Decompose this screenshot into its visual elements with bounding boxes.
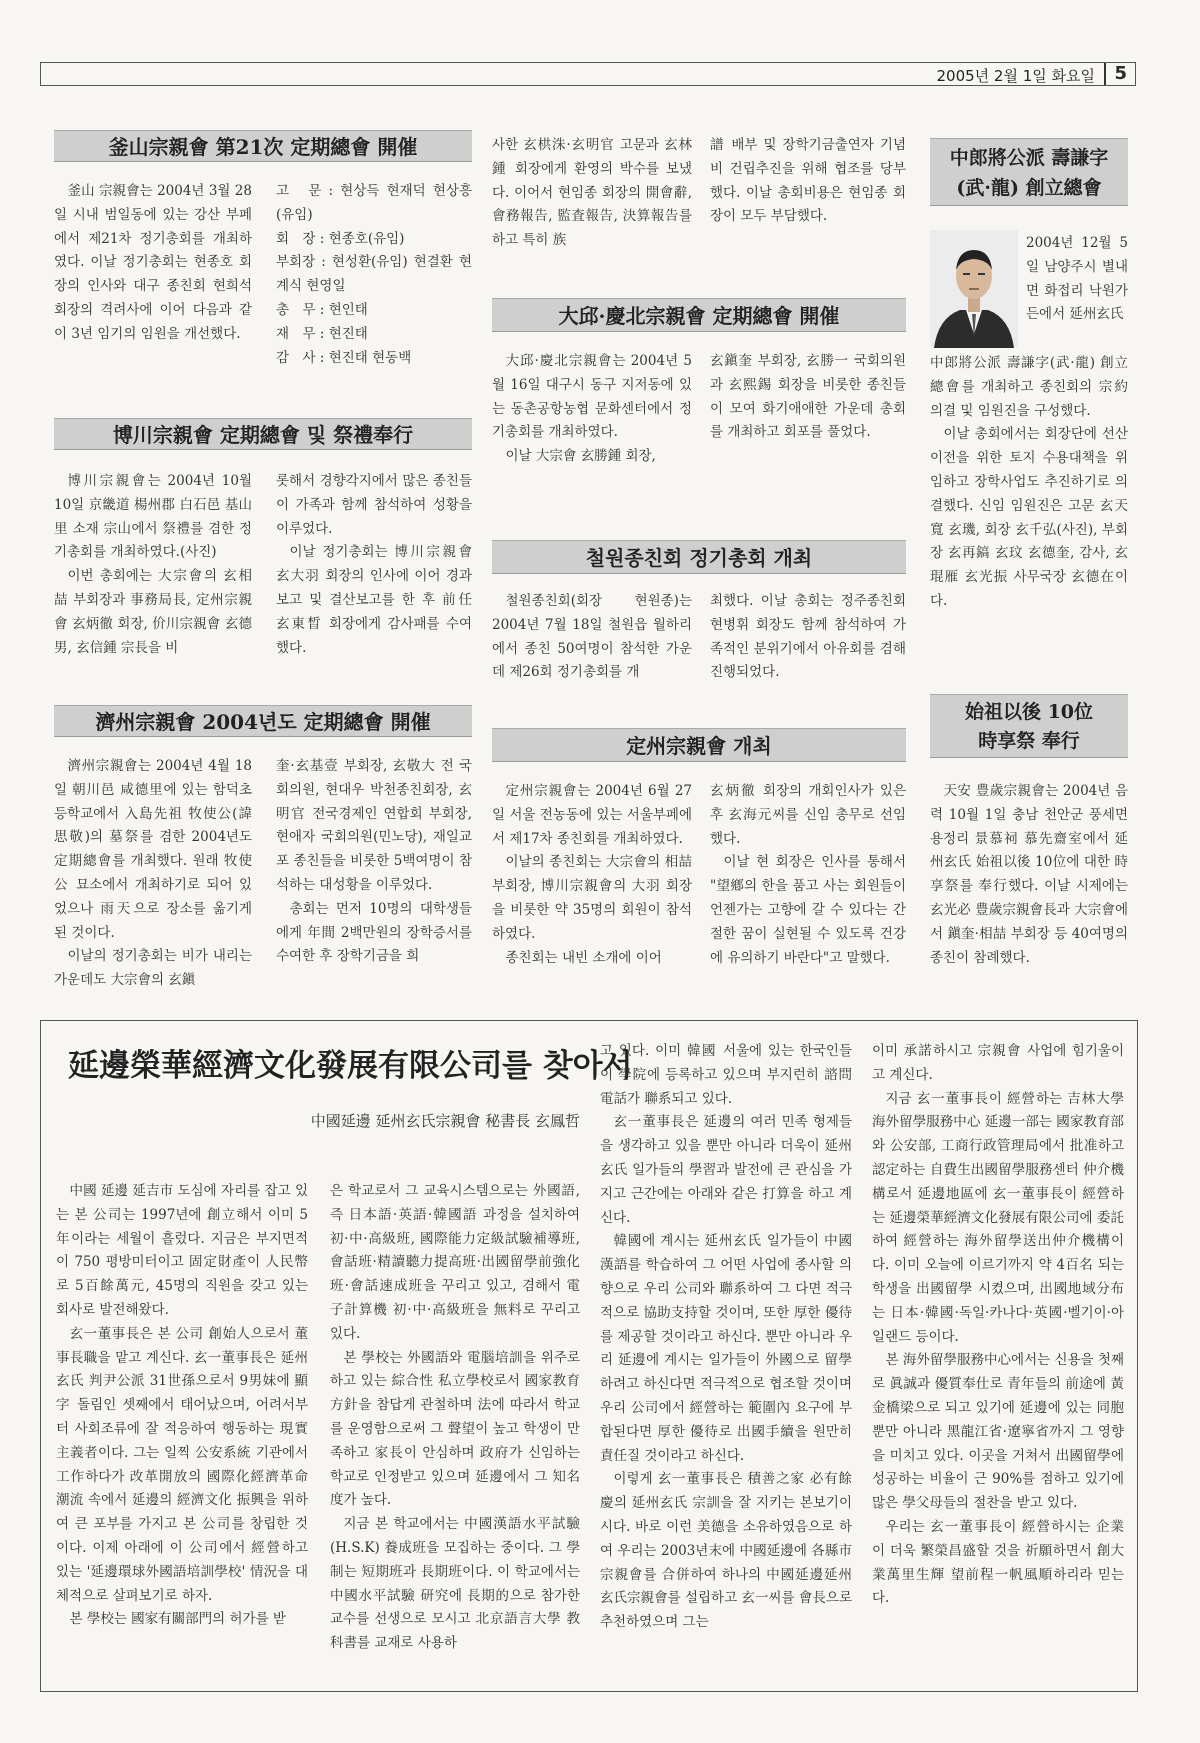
continuation-text: 사한 玄栱洙·玄明官 고문과 玄林鍾 회장에게 환영의 박수를 보냈다. 이어서 현임종 회장의 開會辭, 會務報告, 監査報告, 決算報告를 하고 특히 族 [492,137,692,249]
jeju-col1 [54,755,252,995]
bochon-para: 博川宗親會는 2004년 10월 10일 京畿道 楊州郡 白石邑 基山里 소재 宗山에서 祭禮를 겸한 정기총회를 개최하였다.(사진) [54,473,252,561]
busan-col1-text: 釜山 宗親會는 2004년 3월 28일 시내 범일동에 있는 강산 부페에서 제21차 정기총회를 개최하였다. 이날 정기총회는 현종호 회장의 인사와 대구 종친회 현희석 회장의 격려사에 이어 다음과 같이 3년 임기의 임원을 개선했다. [54,183,252,342]
jeju-continuation-col1 [492,134,692,254]
feature-para: 지금 玄一董事長이 經營하는 吉林大學 海外留學服務中心 延邊一部는 國家教育部와 公安部, 工商行政管理局에서 批准하고 認定하는 自費生出國留學服務센터 仲介機構로서 延邊地區에 玄一董事長이 經營하는 延邊榮華經濟文化發展有限公司에 委託하여 經營하는 海外留學送出仲介機構이다. 이미 오늘에 이르기까지 약 4百名 되는 학생을 出國留學 시켰으며, 出國地域分布는 日本·韓國·독일·카나다·英國·벨기이·아일랜드 등이다. [872,1090,1124,1345]
jungnang-para: 이날 총회에서는 회장단에 선산이전을 위한 토지 수용대책을 위임하고 장학사업도 추진하기로 의결했다. 신임 임원진은 고문 玄天寬 玄璣, 회장 玄千弘(사진), 부회장 玄再鎬 玄玟 玄德奎, 감사, 玄琨雁 玄光振 사무국장 玄德在이다. [930,426,1128,609]
jeongju-para: 玄炳徹 회장의 개회인사가 있은 후 玄海元씨를 신임 총무로 선임했다. [710,783,906,847]
cheorwon-title: 철원종친회 정기총회 개최 [492,540,906,574]
feature-para: 玄一董事長은 본 公司 創始人으로서 董事長職을 맡고 계신다. 玄一董事長은 延州玄氏 判尹公派 31世孫으로서 9男妹에 顯字 돌림인 셋째에서 태어났으며, 어려서부터 사회조류에 잘 적응하여 행동하는 現實主義者이다. 그는 일찍 公安系統 기관에서 工作하다가 改革開放의 國際化經濟革命 潮流 속에서 延邊의 經濟文化 振興을 위하여 큰 포부를 가지고 본 公司를 창립한 것이다. 이제 아래에 이 公司에서 經營하고 있는 '延邊環球外國語培訓學校' 情況을 대체적으로 살펴보기로 하자. [56,1325,308,1604]
bochon-col2 [276,470,472,666]
issue-date: 2005년 2월 1일 화요일 [936,67,1095,85]
jungnang-lead: 2004년 12월 5일 남양주시 별내면 화접리 낙원가든에서 延州玄氏 [1026,235,1128,323]
sijo-para: 天安 豊歲宗親會는 2004년 음력 10월 1일 충남 천안군 풍세면 용정리 景慕祠 慕先齋室에서 延州玄氏 始祖以後 10位에 대한 時享祭를 奉行했다. 이날 시제에는 玄光必 豊歲宗親會長과 大宗會에서 鎭奎·相喆 부회장 등 40여명의 종친이 참례했다. [930,783,1128,966]
daegu-title: 大邱·慶北宗親會 定期總會 開催 [492,298,906,332]
busan-officer: 감 사 : 현진태 현동백 [276,349,412,366]
daegu-para: 玄鎭奎 부회장, 玄勝一 국회의원과 玄熙錫 회장을 비롯한 종친들이 모여 화기애애한 가운데 총회를 개최하고 회포를 풀었다. [710,353,906,441]
daegu-para: 이날 大宗會 玄勝鍾 회장, [505,448,656,465]
feature-para: 본 海外留學服務中心에서는 신용을 첫째로 眞誠과 優質奉仕로 青年들의 前途에 黃金橋梁으로 되고 있기에 延邊에 있는 同胞뿐만 아니라 黑龍江省·遼寧省까지 그 영향을 미치고 있다. 이곳을 거쳐서 出國留學에 성공하는 비율이 근 90%를 점하고 있기에 많은 學父母들의 절찬을 받고 있다. [872,1352,1124,1512]
daegu-col1 [492,350,692,490]
feature-para: 이미 承諾하시고 宗親會 사업에 힘기울이고 계신다. [872,1043,1124,1083]
jeongju-col1 [492,780,692,1000]
feature-para: 지금 본 학교에서는 中國漢語水平試驗(H.S.K) 養成班을 모집하는 중이다. 그 學制는 短期班과 長期班이다. 이 학교에서는 中國水平試驗 研究에 長期的으로 참가한 교수를 선생으로 모시고 北京語言大學 教科書를 교재로 사용하 [330,1516,580,1652]
jeongju-para: 종친회는 내빈 소개에 이어 [505,949,662,966]
daegu-para: 大邱·慶北宗親會는 2004년 5월 16일 대구시 동구 지저동에 있는 동촌공항농협 문화센터에서 정기총회를 개최하였다. [492,353,692,441]
feature-para: 고 있다. 이미 韓國 서울에 있는 한국인들이 學院에 등록하고 있으며 부지런히 諮問電話가 聯系되고 있다. [600,1043,852,1107]
feature-col2 [330,1180,580,1680]
sijo-title [930,694,1128,758]
jeju-para: 이날의 정기총회는 비가 내리는 가운데도 大宗會의 玄鎭 [54,948,252,989]
feature-byline: 中國延邊 延州玄氏宗親會 秘書長 玄鳳哲 [310,1112,580,1130]
jungnang-title-line2: (武·龍) 創立總會 [956,177,1102,199]
feature-col1 [56,1180,308,1680]
bochon-para: 롯해서 경향각지에서 많은 종친들이 가족과 함께 참석하여 성황을 이루었다. [276,473,472,537]
jeju-continuation-col2 [710,134,906,254]
page-header [40,62,1136,86]
feature-para: 본 學校는 外國語와 電腦培訓을 위주로 하고 있는 綜合性 私立學校로서 國家教育方針을 참답게 관철하며 法에 따라서 학교를 운영함으로써 그 聲望이 높고 학생이 만족하고 家長이 안심하며 政府가 신임하는 학교로 인정받고 있으며 延邊에서 그 知名度가 높다. [330,1349,580,1509]
jeongju-para: 이날 현 회장은 인사를 통해서 "望鄕의 한을 품고 사는 회원들이 언젠가는 고향에 갈 수 있다는 간절한 꿈이 실현될 수 있도록 건강에 유의하기 바란다"고 말했다. [710,854,906,966]
feature-title: 延邊榮華經濟文化發展有限公司를 찾아서 [68,1048,633,1084]
busan-officer: 고 문 : 현상득 현재덕 현상흥(유임) [276,183,472,223]
continuation-text: 譜 배부 및 장학기금출연자 기념비 건립추진을 위해 협조를 당부했다. 이날 총회비용은 현임종 회장이 모두 부담했다. [710,137,906,225]
cheorwon-para: 철원종친회(회장 현원종)는 2004년 7월 18일 철원읍 월하리에서 종친 50여명이 참석한 가운데 제26회 정기총회를 개 [492,593,692,681]
jeju-title: 濟州宗親會 2004년도 定期總會 開催 [54,705,472,737]
busan-col1 [54,180,252,370]
jungnang-title [930,138,1128,206]
cheorwon-para: 최했다. 이날 총회는 정주종친회 현병휘 회장도 함께 참석하여 가족적인 분위기에서 아유회를 겸해 진행되었다. [710,593,906,681]
jeju-para: 奎·玄基壹 부회장, 玄敬大 전 국회의원, 현대우 박천종친회장, 玄明官 전국경제인 연합회 부회장, 현애자 국회의원(민노당), 재일교포 종친들을 비롯한 5백여명이 참석하는 대성황을 이루었다. [276,758,472,893]
jungnang-title-line1: 中郎將公派 壽謙字 [949,147,1109,169]
bochon-col1 [54,470,252,666]
sijo-body [930,780,1128,1000]
portrait-photo [930,230,1018,348]
feature-col4 [872,1040,1124,1680]
busan-title: 釜山宗親會 第21次 定期總會 開催 [54,130,472,162]
jeju-col2 [276,755,472,995]
page-number: 5 [1104,63,1127,85]
jungnang-body [930,352,1128,642]
busan-officer: 부회장 : 현성환(유임) 현결환 현계식 현영일 [276,254,472,295]
busan-officer: 회 장 : 현종호(유임) [276,230,405,247]
bochon-para: 이번 총회에는 大宗會의 玄相喆 부회장과 事務局長, 定州宗親會 玄炳徹 회장, 价川宗親會 玄德男, 玄信鍾 宗長을 비 [54,568,252,656]
feature-para: 본 學校는 國家有關部門의 허가를 받 [69,1611,286,1628]
busan-officer: 재 무 : 현진태 [276,325,368,342]
jungnang-para: 中郎將公派 壽謙字(武·龍) 創立總會를 개최하고 종친회의 宗約 의결 및 임원진을 구성했다. [930,355,1128,419]
feature-para: 이렇게 玄一董事長은 積善之家 必有餘慶의 延州玄氏 宗訓을 잘 지키는 본보기이시다. 바로 이런 美德을 소유하였음으로 하여 우리는 2003년末에 中國延邊에 各縣市 宗親會를 合併하여 하나의 中國延邊延州玄氏宗親會를 설립하고 玄一씨를 會長으로 추천하였으며 그는 [600,1471,852,1631]
cheorwon-col1 [492,590,692,690]
feature-para: 玄一董事長은 延邊의 여러 민족 형제들을 생각하고 있을 뿐만 아니라 더욱이 延州玄氏 일가들의 學習과 발전에 큰 관심을 가지고 근간에는 아래와 같은 打算을 하고 계신다. [600,1114,852,1226]
feature-col3 [600,1040,852,1680]
busan-officer: 총 무 : 현인태 [276,301,368,318]
jeju-para: 濟州宗親會는 2004년 4월 18일 朝川邑 咸德里에 있는 함덕초등학교에서 入島先祖 牧使公(諱 思敬)의 墓祭를 겸한 2004년도 定期總會를 개최했다. 원래 牧使公 묘소에서 개최하기로 되어 있었으나 雨天으로 장소를 옮기게 된 것이다. [54,758,252,941]
sijo-title-line1: 始祖以後 10位 [964,701,1094,723]
sijo-title-line2: 時享祭 奉行 [978,730,1080,752]
jeju-para: 총회는 먼저 10명의 대학생들에게 年間 2백만원의 장학증서를 수여한 후 장학기금을 희 [276,900,472,965]
busan-col2 [276,180,472,370]
jungnang-top-text [1026,232,1128,350]
jeongju-para: 이날의 종친회는 大宗會의 相喆 부회장, 博川宗親會의 大羽 회장을 비롯한 약 35명의 회원이 참석하였다. [492,854,692,942]
jeongju-col2 [710,780,906,1000]
jeongju-para: 定州宗親會는 2004년 6월 27일 서울 전농동에 있는 서울부페에서 제17차 종친회를 개최하였다. [492,783,692,847]
daegu-col2 [710,350,906,490]
feature-para: 中國 延邊 延吉市 도심에 자리를 잡고 있는 본 公司는 1997년에 創立해서 이미 5年이라는 세월이 흘렀다. 지금은 부지면적이 750 평방미터이고 固定財產이 人民幣로 5百餘萬元, 45명의 직원을 갖고 있는 회사로 발전해왔다. [56,1183,308,1318]
jeongju-title: 定州宗親會 개최 [492,728,906,762]
feature-para: 韓國에 계시는 延州玄氏 일가들이 中國漢語를 학습하여 그 어떤 사업에 종사할 의향으로 우리 公司와 聯系하여 그 다면 적극적으로 協助支持할 것이며, 또한 厚한 優待를 제공할 것이라고 하신다. 뿐만 아니라 우리 延邊에 계시는 일가들이 外國으로 留學하려고 하신다면 적극적으로 협조할 것이며 우리 公司에서 經營하는 範圍內 요구에 부합된다면 厚한 優待로 出國手續을 원만히 責任질 것이라고 하신다. [600,1233,852,1464]
portrait-illustration [930,230,1018,348]
cheorwon-col2 [710,590,906,690]
feature-para: 우리는 玄一董事長이 經營하시는 企業이 더욱 繁榮昌盛할 것을 祈願하면서 創大業萬里生輝 望前程一帆風順하리라 믿는다. [872,1518,1124,1607]
feature-para: 은 학교로서 그 교육시스템으로는 外國語, 즉 日本語·英語·韓國語 과정을 설치하여 初·中·高級班, 國際能力定級試驗補導班, 會話班·精讀聽力提高班·出國留學前強化班·會話速成班을 꾸리고 있고, 겸해서 電子計算機 初·中·高級班을 無料로 꾸리고 있다. [330,1183,580,1342]
bochon-title: 博川宗親會 定期總會 및 祭禮奉行 [54,418,472,450]
bochon-para: 이날 정기총회는 博川宗親會 玄大羽 회장의 인사에 이어 경과보고 및 결산보고를 한 후 前任 玄東晳 회장에게 감사패를 수여했다. [276,544,472,656]
